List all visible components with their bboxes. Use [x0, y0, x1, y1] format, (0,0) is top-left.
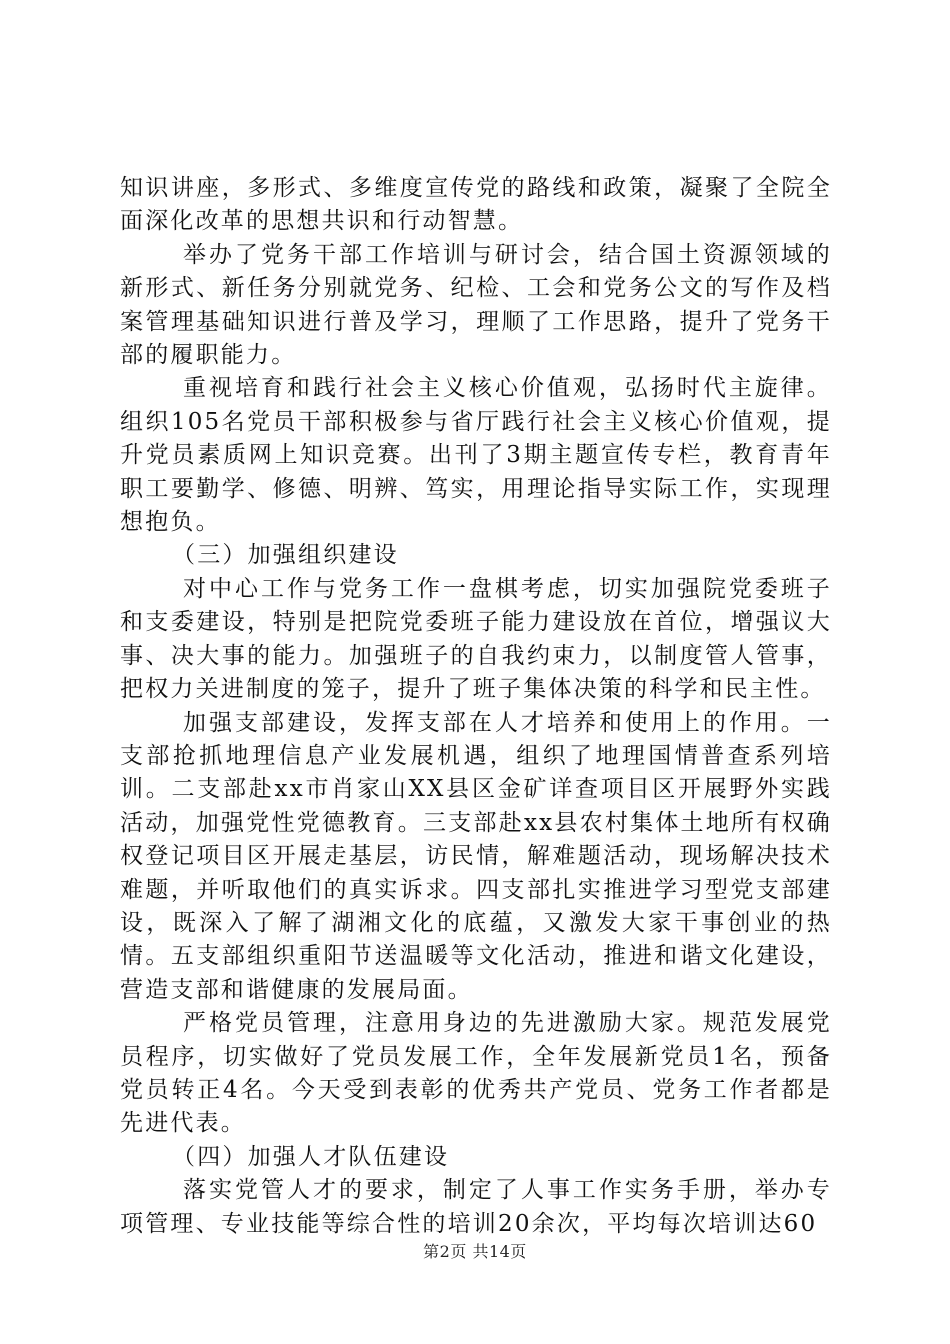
paragraph: 重视培育和践行社会主义核心价值观，弘扬时代主旋律。组织105名党员干部积极参与省厅践行社会主义核心价值观，提升党员素质网上知识竞赛。出刊了3期主题宣传专栏，教育青年职工要勤学、修德、明辨、笃实，用理论指导实际工作，实现理想抱负。	[120, 375, 832, 536]
paragraph: 加强支部建设，发挥支部在人才培养和使用上的作用。一支部抢抓地理信息产业发展机遇，组织了地理国情普查系列培训。二支部赴xx市肖家山XX县区金矿详查项目区开展野外实践活动，加强党性党德教育。三支部赴xx县农村集体土地所有权确权登记项目区开展走基层，访民情，解难题活动，现场解决技术难题，并听取他们的真实诉求。四支部扎实推进学习型党支部建设，既深入了解了湖湘文化的底蕴，又激发大家干事创业的热情。五支部组织重阳节送温暖等文化活动，推进和谐文化建设，营造支部和谐健康的发展局面。	[120, 709, 832, 1003]
paragraph: 举办了党务干部工作培训与研讨会，结合国土资源领域的新形式、新任务分别就党务、纪检、工会和党务公文的写作及档案管理基础知识进行普及学习，理顺了工作思路，提升了党务干部的履职能力。	[120, 241, 832, 369]
paragraph: 落实党管人才的要求，制定了人事工作实务手册，举办专项管理、专业技能等综合性的培训20余次，平均每次培训达60	[120, 1177, 832, 1237]
section-heading: （三）加强组织建设	[172, 542, 399, 569]
section-heading: （四）加强人才队伍建设	[172, 1143, 450, 1170]
paragraph: 对中心工作与党务工作一盘棋考虑，切实加强院党委班子和支委建设，特别是把院党委班子能力建设放在首位，增强议大事、决大事的能力。加强班子的自我约束力，以制度管人管事，把权力关进制度的笼子，提升了班子集体决策的科学和民主性。	[120, 575, 832, 703]
document-body	[120, 172, 832, 1241]
page-number-footer: 第2页 共14页	[423, 1242, 527, 1261]
paragraph: 知识讲座，多形式、多维度宣传党的路线和政策，凝聚了全院全面深化改革的思想共识和行动智慧。	[120, 175, 832, 235]
paragraph: 严格党员管理，注意用身边的先进激励大家。规范发展党员程序，切实做好了党员发展工作，全年发展新党员1名，预备党员转正4名。今天受到表彰的优秀共产党员、党务工作者都是先进代表。	[120, 1010, 832, 1137]
